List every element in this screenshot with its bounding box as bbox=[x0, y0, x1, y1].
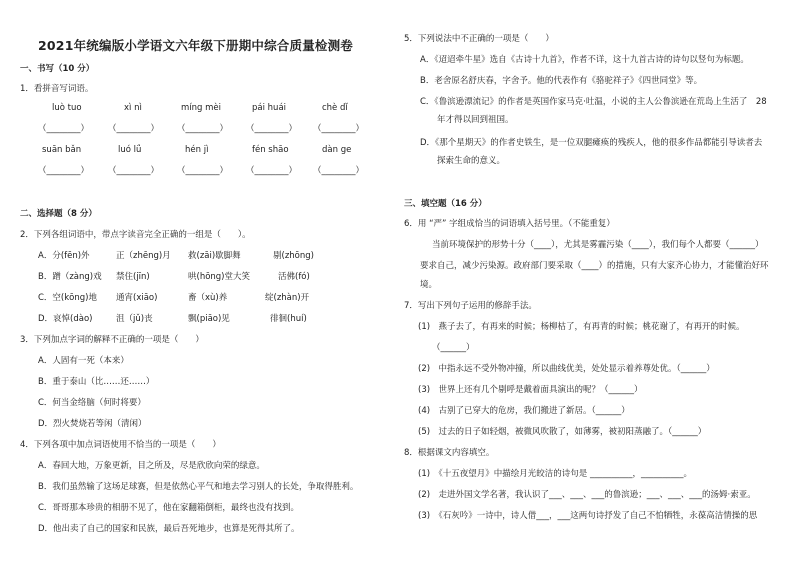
pinyin: xì nì bbox=[124, 103, 142, 113]
answer-blank[interactable]: （________） bbox=[38, 166, 90, 176]
option-a: A．春回大地，万象更新，目之所及，尽是欣欣向荣的绿意。 bbox=[38, 461, 265, 471]
option-word: 哄(hōng)堂大笑 bbox=[188, 272, 251, 282]
option-c: C．何当金络脑（何时将要） bbox=[38, 398, 146, 408]
question-7: 7．写出下列句子运用的修辞手法。 bbox=[404, 301, 537, 311]
answer-blank[interactable]: （______） bbox=[432, 343, 475, 353]
option-d-cont: 探索生命的意义。 bbox=[420, 156, 506, 166]
answer-blank[interactable]: （________） bbox=[108, 166, 160, 176]
option-c: C．哥哥那本珍贵的相册不见了，他在家翻箱倒柜，最终也没有找到。 bbox=[38, 503, 299, 513]
section-writing-heading: 一、书写（10 分） bbox=[20, 64, 95, 74]
question-7-item: (2) 中指永远不受外物冲撞，所以曲线优美，处处显示着养尊处优。（______） bbox=[418, 364, 715, 374]
question-8: 8．根据课文内容填空。 bbox=[404, 448, 495, 458]
question-8-item: (3) 《石灰吟》一诗中，诗人借___，___这两句诗抒发了自己不怕牺牲，永葆高洁情操的思 bbox=[418, 511, 758, 521]
option-word: 救(zāi)歇脚舞 bbox=[188, 251, 241, 261]
question-6: 6．用 “严” 字组成恰当的词语填入括号里。（不能重复） bbox=[404, 219, 615, 229]
option-word: 禁住(jīn) bbox=[116, 272, 150, 282]
question-2: 2．下列各组词语中，带点字读音完全正确的一组是（ ）。 bbox=[20, 230, 251, 240]
question-8-item: (2) 走进外国文学名著，我认识了___、___、___的鲁滨逊；___、___、___的汤姆·索亚。 bbox=[418, 490, 756, 500]
option-c-cont: 年才得以回到祖国。 bbox=[420, 115, 514, 125]
option-a: A．人固有一死（本来） bbox=[38, 356, 129, 366]
option-b: B．我们虽然输了这场足球赛，但是依然心平气和地去学习别人的长处，争取得胜利。 bbox=[38, 482, 359, 492]
option-d: D．烈火焚烧若等闲（清闲） bbox=[38, 419, 147, 429]
option-c: C．《鲁滨逊漂流记》的作者是英国作家马克·吐温，小说的主人公鲁滨逊在荒岛上生活了 28 bbox=[420, 97, 767, 107]
option-word: 畜（xù)养 bbox=[188, 293, 228, 303]
question-7-item: (4) 古别了已穿大的危房，我们搬进了新居。（______） bbox=[418, 406, 630, 416]
question-1: 1．看拼音写词语。 bbox=[20, 84, 94, 94]
answer-blank[interactable]: （________） bbox=[177, 166, 229, 176]
question-4: 4．下列各项中加点词语使用不恰当的一项是（ ） bbox=[20, 440, 221, 450]
answer-blank[interactable]: （________） bbox=[313, 124, 365, 134]
option-word: 沮（jǔ)丧 bbox=[116, 314, 153, 324]
exam-title: 2021年统编版小学语文六年级下册期中综合质量检测卷 bbox=[38, 38, 353, 53]
option-b: B．老舍原名舒庆春，字舍予。他的代表作有《骆驼祥子》《四世同堂》等。 bbox=[420, 76, 703, 86]
option-word: 正（zhēng)月 bbox=[116, 251, 171, 261]
option-word: 飘(piāo)见 bbox=[188, 314, 230, 324]
option-word: 绽(zhàn)开 bbox=[265, 293, 310, 303]
option-d: D．他出卖了自己的国家和民族，最后吾死地步，也算是死得其所了。 bbox=[38, 524, 300, 534]
question-6-text: 当前环境保护的形势十分（____），尤其是雾霾污染（____），我们每个人都要（______） bbox=[432, 240, 764, 250]
question-3: 3．下列加点字词的解释不正确的一项是（ ） bbox=[20, 335, 204, 345]
section-choice-heading: 二、选择题（8 分） bbox=[20, 209, 97, 219]
question-7-item: (3) 世界上还有几个剔呼是戴着面具演出的呢？（______） bbox=[418, 385, 643, 395]
pinyin: hén jì bbox=[185, 145, 209, 155]
question-5: 5．下列说法中不正确的一项是（ ） bbox=[404, 34, 554, 44]
pinyin: dàn ge bbox=[322, 145, 352, 155]
question-7-item: (5) 过去的日子如轻烟，被微风吹散了，如薄雾，被初阳蒸融了。（______） bbox=[418, 427, 707, 437]
pinyin: chè dǐ bbox=[322, 103, 348, 113]
option-word: 徘徊(huí) bbox=[270, 314, 307, 324]
answer-blank[interactable]: （________） bbox=[313, 166, 365, 176]
option-d: D．哀悼(dào) bbox=[38, 314, 93, 324]
section-fill-heading: 三、填空题（16 分） bbox=[404, 199, 487, 209]
question-7-item: (1) 燕子去了，有再来的时候；杨柳枯了，有再青的时候；桃花谢了，有再开的时候。 bbox=[418, 322, 745, 332]
option-b: B．重于泰山（比……还……） bbox=[38, 377, 155, 387]
answer-blank[interactable]: （________） bbox=[177, 124, 229, 134]
option-b: B．蹭（zàng)戏 bbox=[38, 272, 102, 282]
option-d: D．《那个星期天》的作者史铁生，是一位双腿瘫痪的残疾人，他的很多作品都能引导读者去 bbox=[420, 138, 763, 148]
answer-blank[interactable]: （________） bbox=[246, 124, 298, 134]
pinyin: luò tuo bbox=[52, 103, 82, 113]
option-word: 活佛(fó) bbox=[278, 272, 310, 282]
answer-blank[interactable]: （________） bbox=[108, 124, 160, 134]
option-word: 剔(zhōng) bbox=[273, 251, 314, 261]
pinyin: míng mèi bbox=[181, 103, 221, 113]
option-word: 通宵(xiāo) bbox=[116, 293, 158, 303]
option-c: C．空(kōng)地 bbox=[38, 293, 97, 303]
pinyin: suān bǎn bbox=[42, 145, 82, 155]
pinyin: fén shāo bbox=[252, 145, 289, 155]
option-a: A．《迢迢牵牛星》选自《古诗十九首》，作者不详，这十九首古诗的诗句以竖句为标题。 bbox=[420, 55, 749, 65]
pinyin: pái huái bbox=[252, 103, 287, 113]
question-8-item: (1) 《十五夜望月》中描绘月光皎洁的诗句是 __________，__________。 bbox=[418, 469, 692, 479]
answer-blank[interactable]: （________） bbox=[246, 166, 298, 176]
question-6-text: 要求自己，减少污染源。政府部门要采取（____）的措施，只有大家齐心协力，才能懂治好环 bbox=[420, 261, 769, 271]
answer-blank[interactable]: （________） bbox=[38, 124, 90, 134]
question-6-text: 境。 bbox=[420, 280, 438, 290]
option-a: A．分(fēn)外 bbox=[38, 251, 90, 261]
pinyin: luó lǘ bbox=[118, 145, 142, 155]
